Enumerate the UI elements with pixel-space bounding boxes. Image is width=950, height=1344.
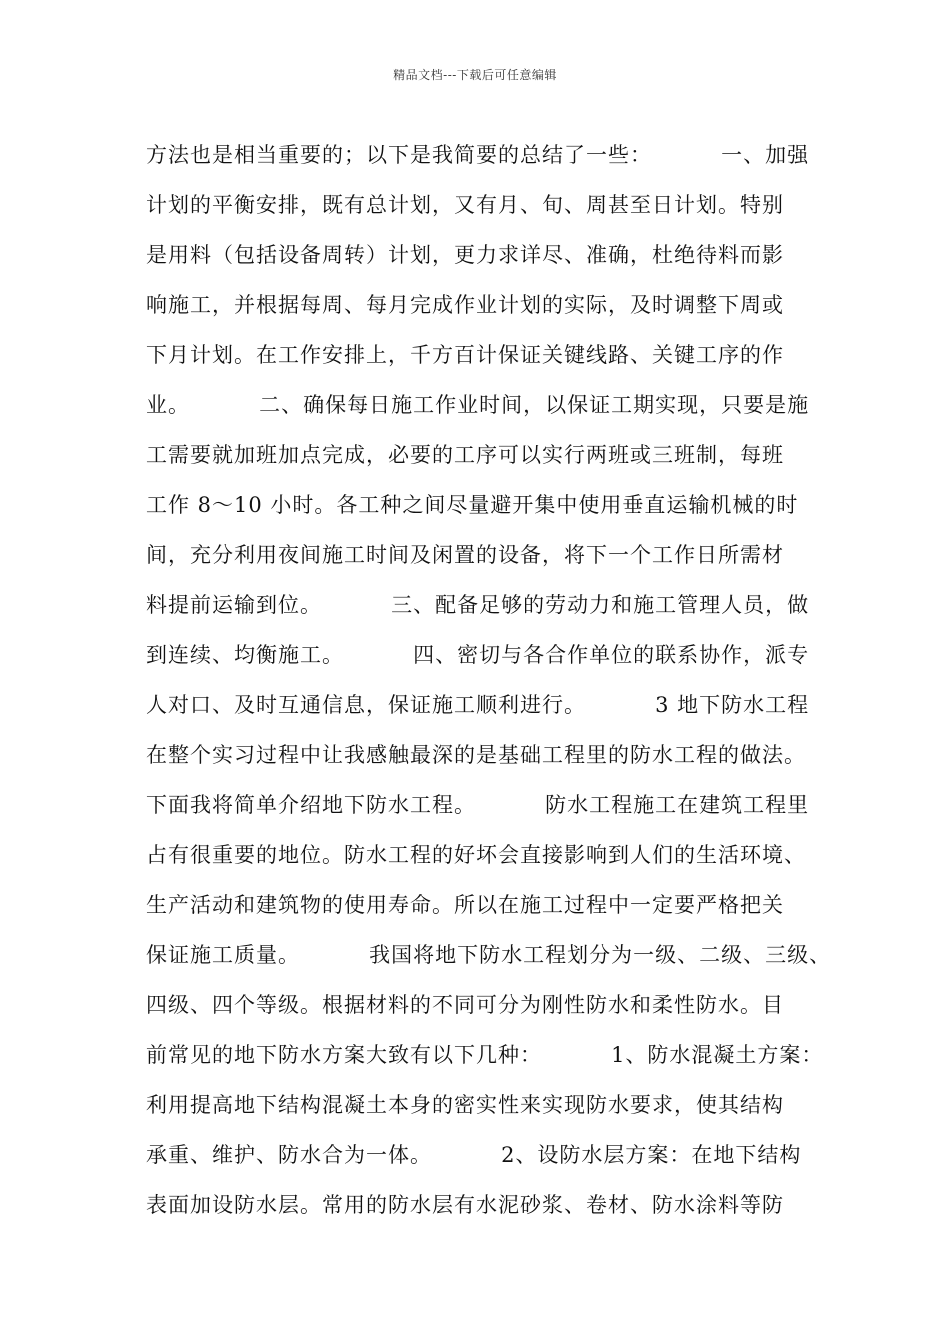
text-line: 是用料（包括设备周转）计划，更力求详尽、准确，杜绝待料而影 — [146, 243, 784, 267]
page-header: 精品文档---下载后可任意编辑 — [393, 68, 557, 82]
text-line: 到连续、均衡施工。 四、密切与各合作单位的联系协作，派专 — [146, 643, 810, 667]
text-line: 料提前运输到位。 三、配备足够的劳动力和施工管理人员，做 — [146, 593, 810, 617]
text-line: 承重、维护、防水合为一体。 2、设防水层方案：在地下结构 — [146, 1143, 802, 1167]
document-body — [146, 130, 836, 1230]
text-line: 业。 二、确保每日施工作业时间，以保证工期实现，只要是施 — [146, 393, 810, 417]
text-line: 在整个实习过程中让我感触最深的是基础工程里的防水工程的做法。 — [146, 743, 806, 767]
text-line: 占有很重要的地位。防水工程的好坏会直接影响到人们的生活环境、 — [146, 843, 806, 867]
text-line: 保证施工质量。 我国将地下防水工程划分为一级、二级、三级、 — [146, 943, 832, 967]
text-line: 利用提高地下结构混凝土本身的密实性来实现防水要求，使其结构 — [146, 1093, 784, 1117]
text-line: 生产活动和建筑物的使用寿命。所以在施工过程中一定要严格把关 — [146, 893, 784, 917]
text-line: 人对口、及时互通信息，保证施工顺利进行。 3 地下防水工程 — [146, 693, 810, 717]
text-line: 响施工，并根据每周、每月完成作业计划的实际，及时调整下周或 — [146, 293, 784, 317]
text-line: 工需要就加班加点完成，必要的工序可以实行两班或三班制，每班 — [146, 443, 784, 467]
text-line: 工作 8～10 小时。各工种之间尽量避开集中使用垂直运输机械的时 — [146, 493, 799, 517]
text-line: 前常见的地下防水方案大致有以下几种： 1、防水混凝土方案： — [146, 1043, 824, 1067]
text-line: 方法也是相当重要的；以下是我简要的总结了一些： 一、加强 — [146, 143, 810, 167]
text-line: 间，充分利用夜间施工时间及闲置的设备，将下一个工作日所需材 — [146, 543, 784, 567]
text-line: 下月计划。在工作安排上，千方百计保证关键线路、关键工序的作 — [146, 343, 784, 367]
text-line: 计划的平衡安排，既有总计划，又有月、旬、周甚至日计划。特别 — [146, 193, 784, 217]
text-line: 表面加设防水层。常用的防水层有水泥砂浆、卷材、防水涂料等防 — [146, 1193, 784, 1217]
text-line: 四级、四个等级。根据材料的不同可分为刚性防水和柔性防水。目 — [146, 993, 784, 1017]
text-line: 下面我将简单介绍地下防水工程。 防水工程施工在建筑工程里 — [146, 793, 810, 817]
